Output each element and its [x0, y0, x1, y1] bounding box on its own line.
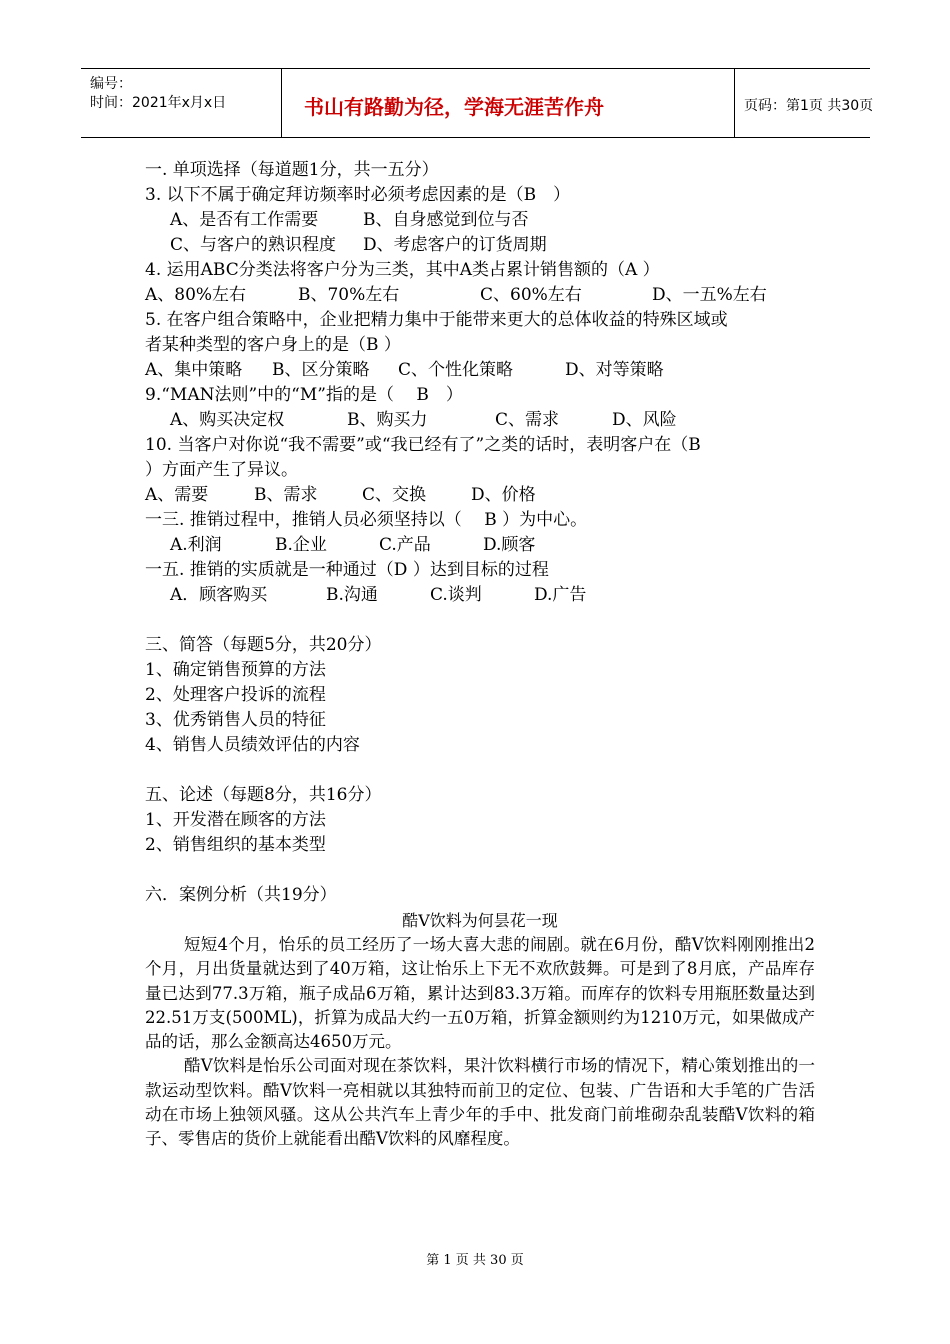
doc-time-label: 时间：2021年x月x日	[90, 95, 227, 111]
q5-options	[145, 358, 815, 383]
q10-option-b: B、需求	[254, 485, 318, 505]
q15-option-d: D.广告	[534, 585, 587, 605]
q10-option-c: C、交换	[362, 485, 427, 505]
q5-stem-line2: 者某种类型的客户身上的是（B ）	[145, 335, 401, 355]
q3-stem: 3. 以下不属于确定拜访频率时必须考虑因素的是（B ）	[145, 185, 571, 205]
q10-stem-line2: ）方面产生了异议。	[145, 460, 298, 480]
section1-title: 一. 单项选择（每道题1分，共一五分）	[145, 160, 439, 180]
q3-option-b: B、自身感觉到位与否	[363, 210, 529, 230]
q9-options	[145, 408, 815, 433]
q13-option-d: D.顾客	[483, 535, 536, 555]
q15-option-b: B.沟通	[326, 585, 378, 605]
header-motto: 书山有路勤为径，学海无涯苦作舟	[304, 95, 604, 119]
case-paragraph-1: 短短4个月，怡乐的员工经历了一场大喜大悲的闹剧。就在6月份，酷V饮料刚刚推出2个月，月出货量就达到了40万箱，这让怡乐上下无不欢欣鼓舞。可是到了8月底，产品库存量已达到77.3万箱，瓶子成品6万箱，累计达到83.3万箱。而库存的饮料专用瓶胚数量达到22.51万支(500ML)，折算为成品大约一五0万箱，折算金额则约为1210万元，如果做成产品的话，那么金额高达4650万元。	[145, 935, 815, 1052]
section3-item: 1、确定销售预算的方法	[145, 660, 326, 680]
q10-option-a: A、需要	[145, 485, 209, 505]
q4-stem: 4. 运用ABC分类法将客户分为三类，其中A类占累计销售额的（A ）	[145, 260, 660, 280]
q9-option-d: D、风险	[612, 410, 677, 430]
q5-option-c: C、个性化策略	[398, 360, 514, 380]
section5-item: 2、销售组织的基本类型	[145, 835, 326, 855]
q9-option-b: B、购买力	[347, 410, 428, 430]
q13-stem: 一三. 推销过程中，推销人员必须坚持以（ B ）为中心。	[145, 510, 588, 530]
q3-option-c: C、与客户的熟识程度	[170, 235, 337, 255]
q9-option-a: A、购买决定权	[170, 410, 285, 430]
case-paragraph-2: 酷V饮料是怡乐公司面对现在茶饮料，果汁饮料横行市场的情况下，精心策划推出的一款运动型饮料。酷V饮料一亮相就以其独特而前卫的定位、包装、广告语和大手笔的广告活动在市场上独领风骚。这从公共汽车上青少年的手中、批发商门前堆砌杂乱装酷V饮料的箱子、零售店的货价上就能看出酷V饮料的风靡程度。	[145, 1056, 815, 1149]
q15-options	[145, 583, 815, 608]
spacer	[145, 608, 815, 633]
header-page-cell	[735, 69, 874, 137]
header-meta	[81, 69, 282, 137]
section3-item: 2、处理客户投诉的流程	[145, 685, 326, 705]
q3-options-row1	[145, 208, 815, 233]
section3-item: 4、销售人员绩效评估的内容	[145, 735, 360, 755]
q13-option-c: C.产品	[379, 535, 431, 555]
q3-option-d: D、考虑客户的订货周期	[363, 235, 547, 255]
header-page-info: 页码：第1页 共30页	[744, 98, 874, 114]
q15-stem: 一五. 推销的实质就是一种通过（D ）达到目标的过程	[145, 560, 549, 580]
q3-option-a: A、是否有工作需要	[170, 210, 319, 230]
q4-option-c: C、60%左右	[480, 285, 582, 305]
q3-options-row2	[145, 233, 815, 258]
section3-item: 3、优秀销售人员的特征	[145, 710, 326, 730]
section6-title: 六．案例分析（共19分）	[145, 885, 337, 905]
q9-option-c: C、需求	[495, 410, 560, 430]
case-title: 酷V饮料为何昙花一现	[402, 911, 558, 930]
section5-title: 五、论述（每题8分，共16分）	[145, 785, 382, 805]
q13-option-a: A.利润	[170, 535, 222, 555]
section5-item: 1、开发潜在顾客的方法	[145, 810, 326, 830]
q15-option-c: C.谈判	[430, 585, 482, 605]
q4-options	[145, 283, 815, 308]
section3-title: 三、简答（每题5分，共20分）	[145, 635, 382, 655]
q10-options	[145, 483, 815, 508]
document-body	[145, 158, 815, 1152]
page-footer: 第 1 页 共 30 页	[426, 1253, 524, 1268]
q15-option-a: A．顾客购买	[170, 585, 268, 605]
q13-options	[145, 533, 815, 558]
q4-option-a: A、80%左右	[145, 285, 247, 305]
spacer	[145, 758, 815, 783]
q5-option-b: B、区分策略	[272, 360, 370, 380]
q5-option-a: A、集中策略	[145, 360, 243, 380]
q4-option-b: B、70%左右	[298, 285, 400, 305]
page-header	[81, 68, 874, 138]
q9-stem: 9.“MAN法则”中的“M”指的是（ B ）	[145, 385, 463, 405]
q10-option-d: D、价格	[471, 485, 536, 505]
q4-option-d: D、一五%左右	[652, 285, 767, 305]
q13-option-b: B.企业	[275, 535, 327, 555]
q5-stem-line1: 5. 在客户组合策略中，企业把精力集中于能带来更大的总体收益的特殊区域或	[145, 310, 728, 330]
q10-stem-line1: 10. 当客户对你说“我不需要”或“我已经有了”之类的话时，表明客户在（B	[145, 435, 701, 455]
q5-option-d: D、对等策略	[565, 360, 664, 380]
doc-number-label: 编号：	[90, 76, 132, 92]
spacer	[145, 858, 815, 883]
header-motto-cell	[282, 69, 735, 137]
